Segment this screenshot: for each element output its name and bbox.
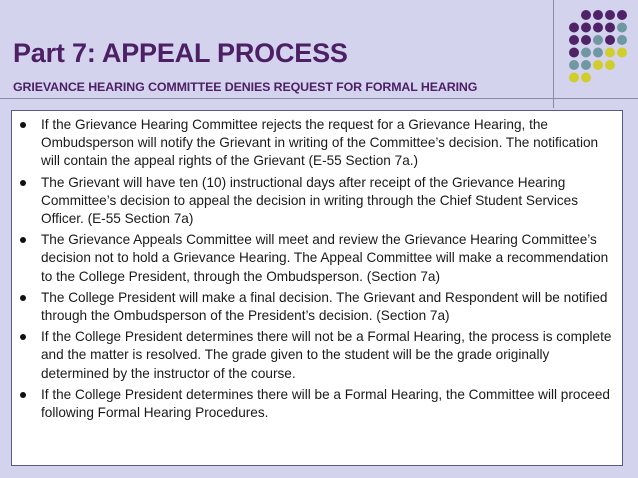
decorative-dot: [617, 10, 627, 20]
bullet-item: [12, 289, 612, 325]
bullet-icon: [20, 180, 26, 186]
decorative-dot: [617, 35, 627, 45]
decorative-dot: [569, 48, 579, 58]
slide-title: Part 7: APPEAL PROCESS: [13, 38, 348, 68]
bullet-icon: [20, 392, 26, 398]
bullet-item: [12, 116, 612, 171]
decorative-dot: [593, 10, 603, 20]
decorative-dot: [593, 23, 603, 33]
decorative-dot: [617, 23, 627, 33]
decorative-dot: [581, 23, 591, 33]
decorative-dot: [593, 35, 603, 45]
bullet-icon: [20, 295, 26, 301]
bullet-item: [12, 231, 612, 286]
decorative-dot: [605, 60, 615, 70]
bullet-item: [12, 386, 612, 422]
decorative-dot: [605, 23, 615, 33]
decorative-dot: [593, 48, 603, 58]
decorative-dot: [605, 10, 615, 20]
bullet-item: [12, 328, 612, 383]
divider-horizontal: [0, 98, 638, 99]
bullet-text: If the College President determines there will not be a Formal Hearing, the process is complete and the matter is resolved. The grade given to the student will be the grade originally determined by the instructor of the course.: [41, 329, 612, 381]
decorative-dot: [617, 48, 627, 58]
decorative-dot: [581, 73, 591, 83]
decorative-dot: [581, 35, 591, 45]
decorative-dot: [569, 23, 579, 33]
bullet-icon: [20, 334, 26, 340]
bullet-list: [12, 111, 622, 422]
decorative-dot: [605, 35, 615, 45]
bullet-icon: [20, 122, 26, 128]
decorative-dot: [581, 60, 591, 70]
divider-vertical: [553, 0, 554, 108]
decorative-dot: [581, 48, 591, 58]
decorative-dot: [581, 10, 591, 20]
decorative-dot: [593, 60, 603, 70]
decorative-dot: [569, 73, 579, 83]
bullet-text: The Grievant will have ten (10) instructional days after receipt of the Grievance Hearing Committee’s decision to appeal the decision in writing through the Chief Student Services Officer. (E-55 Section 7a): [41, 174, 578, 227]
decorative-dot: [569, 60, 579, 70]
bullet-text: The College President will make a final decision. The Grievant and Respondent will be notified through the Ombudsperson of the President’s decision. (Section 7a): [41, 289, 608, 324]
bullet-text: The Grievance Appeals Committee will meet and review the Grievance Hearing Committee’s decision not to hold a Grievance Hearing. The Appeal Committee will make a recommendation to the College President, through the Ombudsperson. (Section 7a): [41, 232, 609, 284]
content-box: [11, 110, 623, 466]
bullet-icon: [20, 237, 26, 243]
bullet-text: If the College President determines there will be a Formal Hearing, the Committee will proceed following Formal Hearing Procedures.: [41, 386, 610, 421]
decorative-dot: [605, 48, 615, 58]
bullet-item: [12, 174, 612, 229]
slide-subtitle: GRIEVANCE HEARING COMMITTEE DENIES REQUEST FOR FORMAL HEARING: [13, 80, 478, 94]
bullet-text: If the Grievance Hearing Committee rejects the request for a Grievance Hearing, the Ombudsperson will notify the Grievant in writing of the Committee’s decision. The notification will contain the appeal rights of the Grievant (E-55 Section 7a.): [41, 117, 599, 169]
decorative-dot: [569, 35, 579, 45]
